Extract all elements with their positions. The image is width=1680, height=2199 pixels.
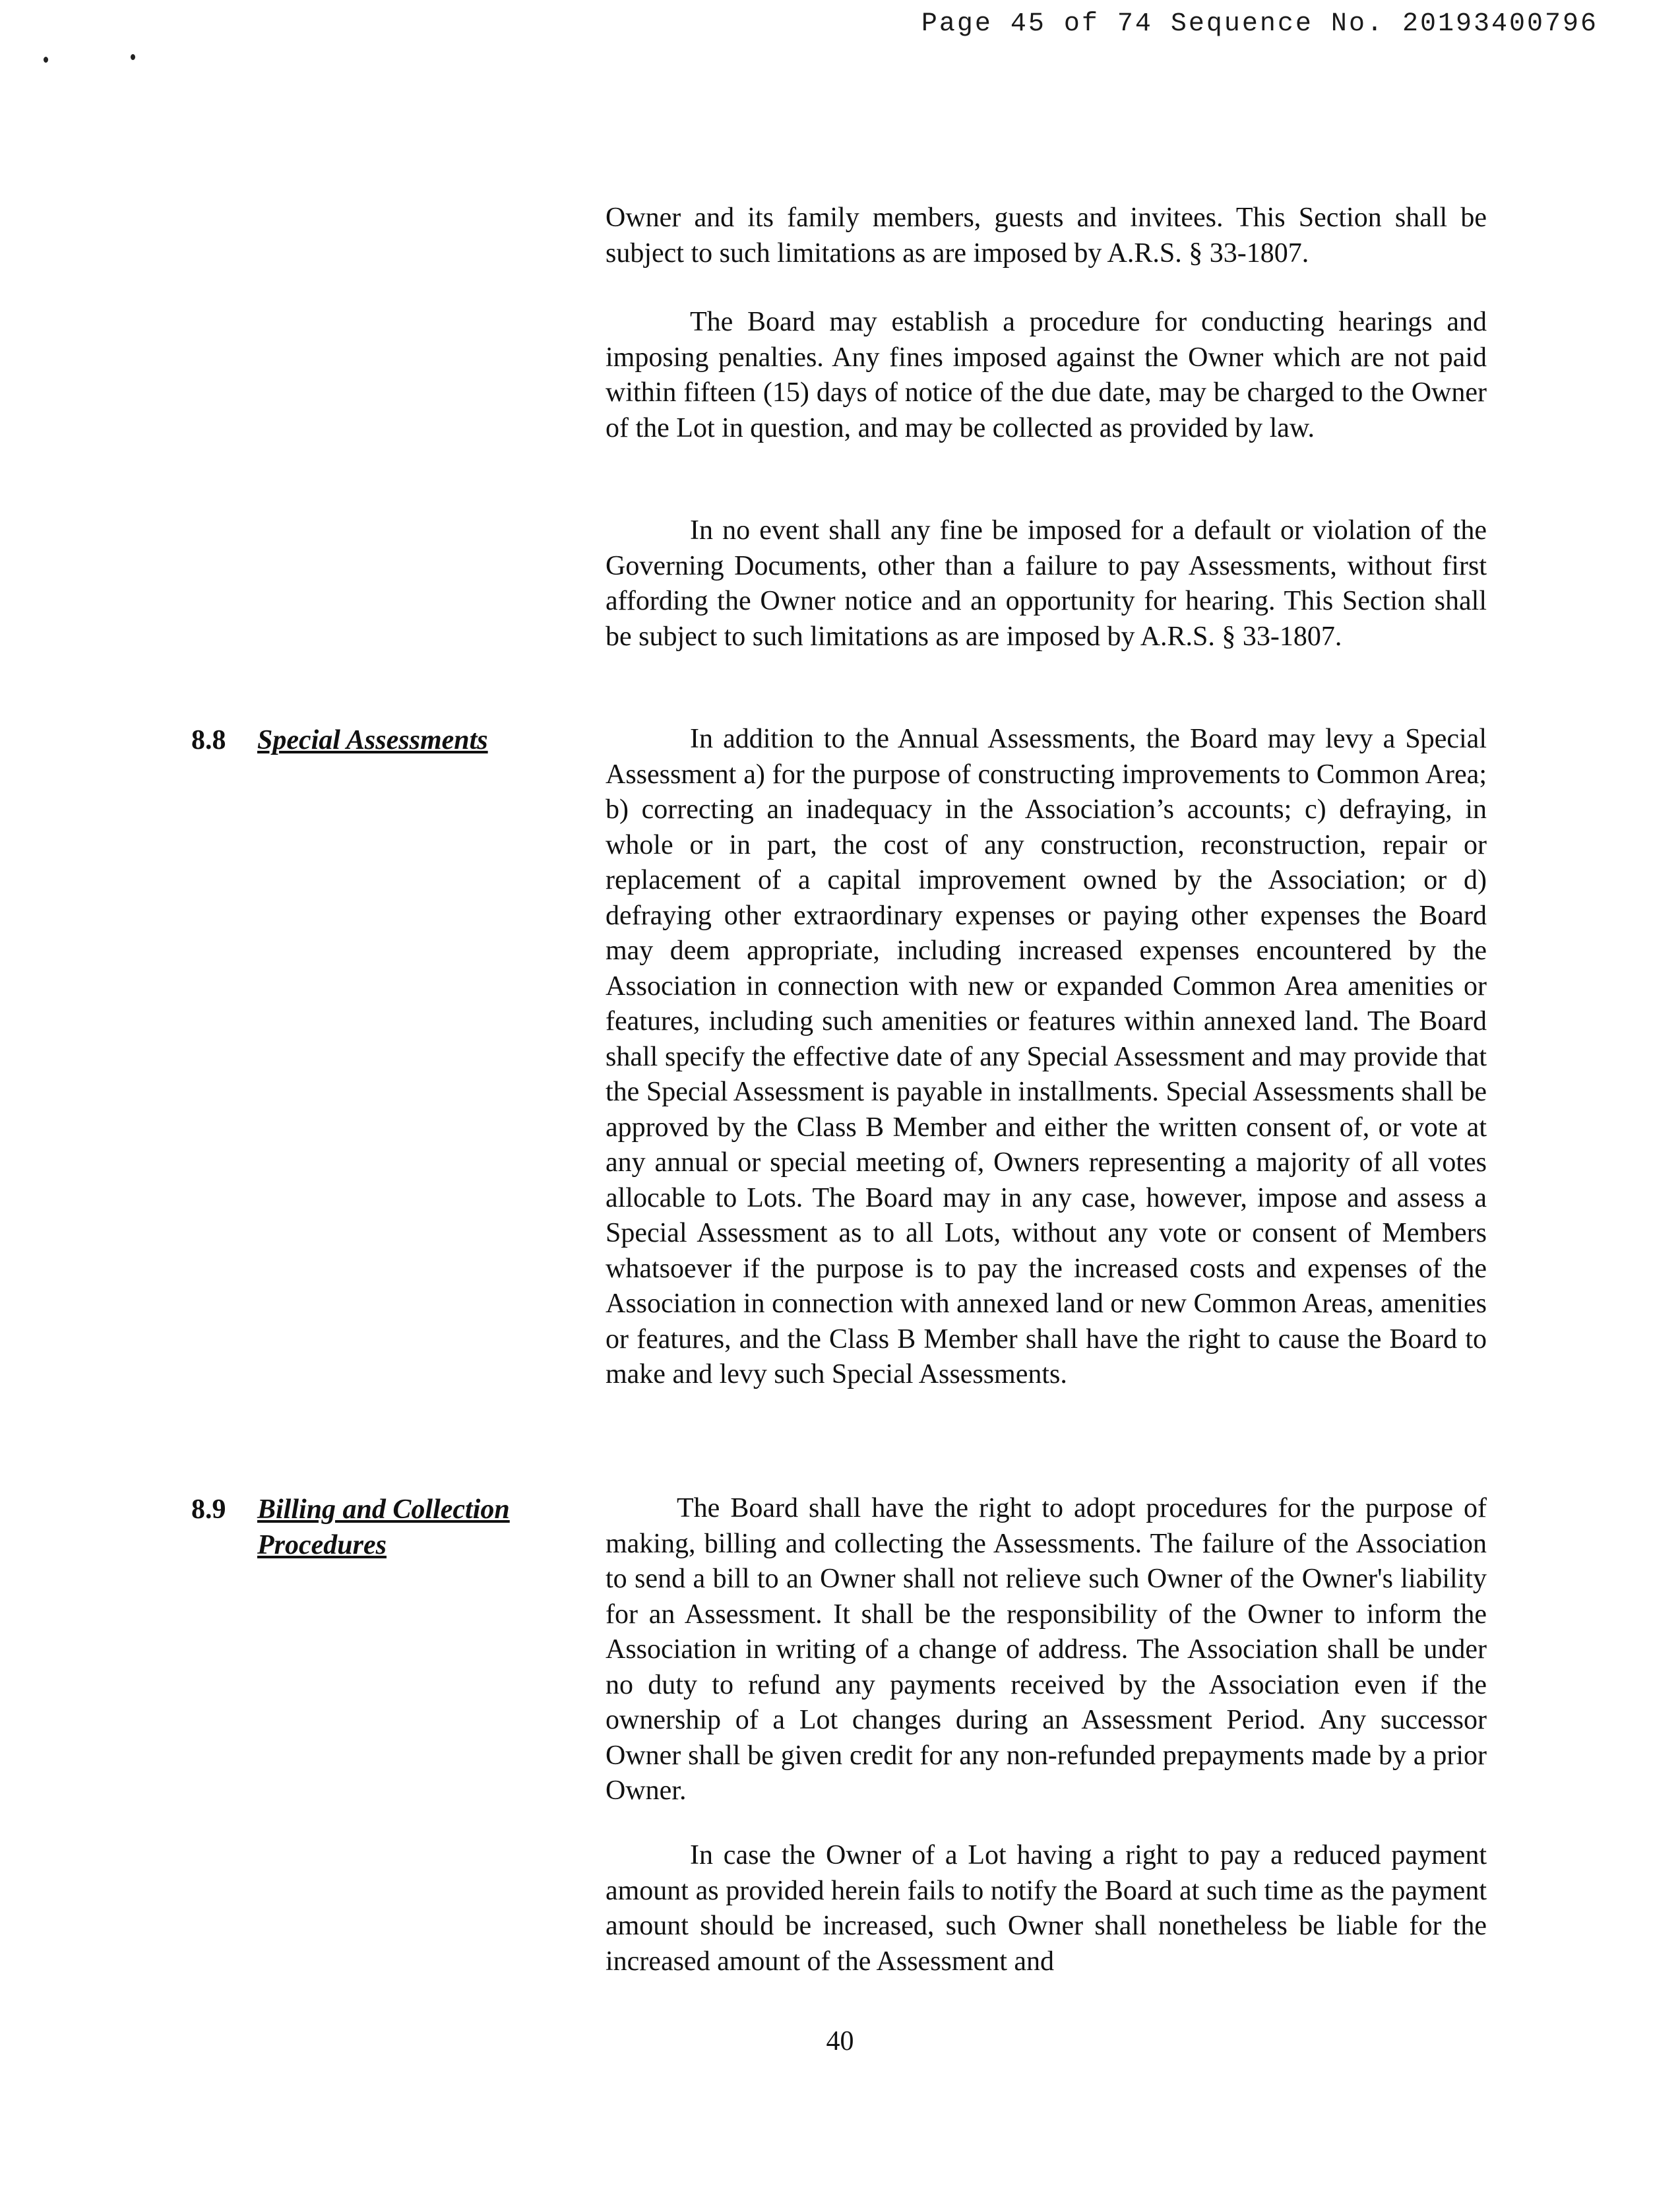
scan-mark	[131, 54, 135, 60]
paragraph-text: The Board may establish a procedure for conducting hearings and imposing penalties. Any fines imposed against the Owner which are not paid within fifteen (15) days of notice of the due date, may be charged to the Owner of the Lot in question, and may be collected as provided by law.	[606, 307, 1487, 443]
section-heading-8-8	[191, 723, 488, 759]
section-title: Billing and Collection	[257, 1494, 510, 1525]
paragraph-text: Owner and its family members, guests and invitees. This Section shall be subject to such limitations as are imposed by A.R.S. § 33-1807.	[606, 203, 1487, 269]
section-title-line2: Procedures	[257, 1529, 387, 1560]
paragraph-text: The Board shall have the right to adopt procedures for the purpose of making, billing and collecting the Assessments. The failure of the Association to send a bill to an Owner shall not relieve such Owner of the Owner's liability for an Assessment. It shall be the responsibility of the Owner to inform the Association in writing of a change of address. The Association shall be under no duty to refund any payments received by the Association even if the ownership of a Lot changes during an Assessment Period. Any successor Owner shall be given credit for any non-refunded prepayments made by a prior Owner.	[606, 1493, 1487, 1806]
paragraph-text: In no event shall any fine be imposed for a default or violation of the Governing Documents, other than a failure to pay Assessments, without first affording the Owner notice and an opportunity for hearing. This Section shall be subject to such limitations as are imposed by A.R.S. § 33-1807.	[606, 515, 1487, 652]
paragraph-billing-collection	[606, 1491, 1487, 1809]
paragraph-fines-continued	[606, 201, 1487, 271]
paragraph-reduced-payment	[606, 1838, 1487, 1979]
section-number: 8.8	[191, 725, 226, 755]
sequence-header: Page 45 of 74 Sequence No. 20193400796	[921, 9, 1598, 39]
paragraph-text: In addition to the Annual Assessments, the Board may levy a Special Assessment a) for the purpose of constructing improvements to Common Area; b) correcting an inadequacy in the Association’s accounts; c) defraying, in whole or in part, the cost of any construction, reconstruction, repair or replacement of a capital improvement owned by the Association; or d) defraying other extraordinary expenses or paying other expenses the Board may deem appropriate, including increased expenses encountered by the Association in connection with new or expanded Common Area amenities or features, including such amenities or features within annexed land. The Board shall specify the effective date of any Special Assessment and may provide that the Special Assessment is payable in installments. Special Assessments shall be approved by the Class B Member and either the written consent of, or vote at any annual or special meeting of, Owners representing a majority of all votes allocable to Lots. The Board may in any case, however, impose and assess a Special Assessment as to all Lots, without any vote or consent of Members whatsoever if the purpose is to pay the increased costs and expenses of the Association in connection with annexed land or new Common Areas, amenities or features, and the Class B Member shall have the right to cause the Board to make and levy such Special Assessments.	[606, 724, 1487, 1389]
scan-mark	[44, 57, 48, 63]
page-number: 40	[826, 2026, 854, 2056]
paragraph-notice-requirement	[606, 513, 1487, 654]
section-title: Special Assessments	[257, 725, 488, 755]
paragraph-text: In case the Owner of a Lot having a right to pay a reduced payment amount as provided herein fails to notify the Board at such time as the payment amount should be increased, such Owner shall nonetheless be liable for the increased amount of the Assessment and	[606, 1840, 1487, 1977]
paragraph-hearing-procedure	[606, 305, 1487, 446]
section-number: 8.9	[191, 1494, 226, 1525]
paragraph-special-assessments	[606, 722, 1487, 1393]
section-heading-8-9	[191, 1492, 510, 1563]
